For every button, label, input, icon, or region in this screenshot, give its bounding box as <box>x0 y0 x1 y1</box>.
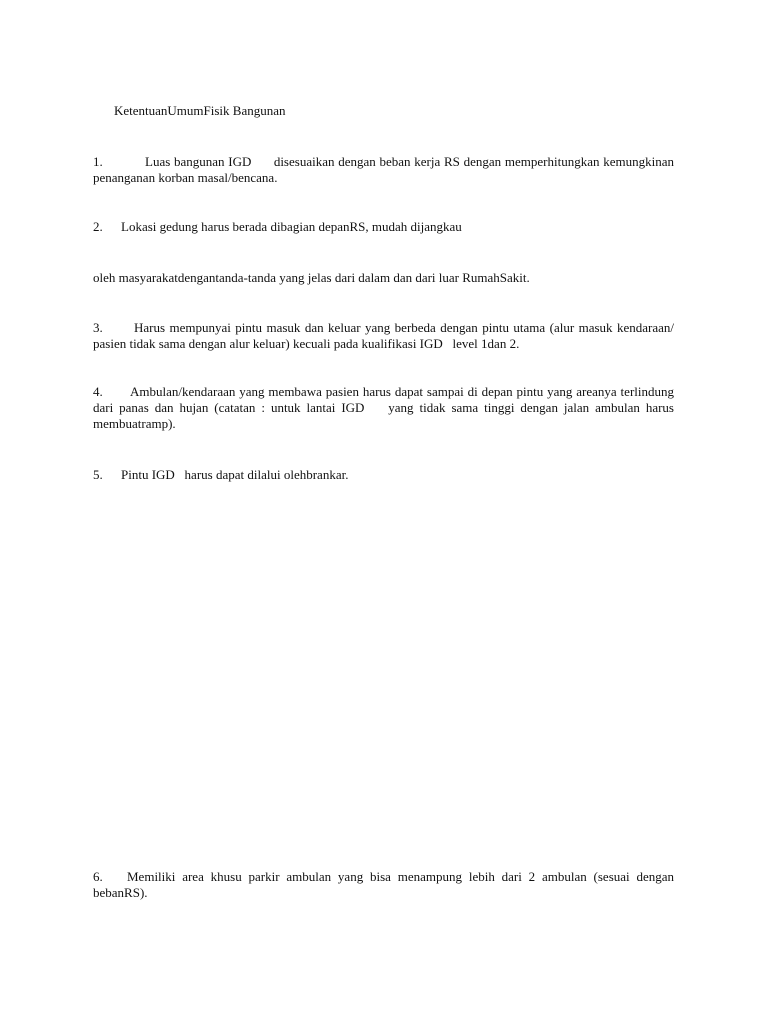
list-item-4 <box>93 384 678 432</box>
item-text: Luas bangunan IGD disesuaikan dengan beban kerja RS dengan memperhitungkan kemungkinan penanganan korban masal/bencana. <box>93 154 678 185</box>
item-text: Memiliki area khusu parkir ambulan yang bisa menampung lebih dari 2 ambulan (sesuai dengan bebanRS). <box>93 869 674 900</box>
list-item-1 <box>93 154 678 186</box>
item-number: 3. <box>93 320 103 335</box>
item-text: Ambulan/kendaraan yang membawa pasien harus dapat sampai di depan pintu yang areanya terlindung dari panas dan hujan (catatan : untuk lantai IGD yang tidak sama tinggi dengan jalan ambulan harus membuatramp). <box>93 384 678 431</box>
item-text: Pintu IGD harus dapat dilalui olehbrankar. <box>121 467 349 482</box>
item-text: oleh masyarakatdengantanda-tanda yang jelas dari dalam dan dari luar RumahSakit. <box>93 270 530 285</box>
item-text: Lokasi gedung harus berada dibagian depanRS, mudah dijangkau <box>121 219 462 234</box>
list-item-2-continuation <box>93 270 674 286</box>
item-number: 1. <box>93 154 103 169</box>
item-number: 6. <box>93 869 103 884</box>
list-item-6 <box>93 869 674 901</box>
item-number: 4. <box>93 384 103 399</box>
item-number: 5. <box>93 467 103 482</box>
list-item-5 <box>93 467 674 483</box>
document-title: KetentuanUmumFisik Bangunan <box>114 103 286 118</box>
item-text: Harus mempunyai pintu masuk dan keluar yang berbeda dengan pintu utama (alur masuk kendaraan/ pasien tidak sama dengan alur keluar) kecuali pada kualifikasi IGD level 1dan 2. <box>93 320 678 351</box>
item-number: 2. <box>93 219 103 234</box>
list-item-2 <box>93 219 674 235</box>
list-item-3 <box>93 320 678 352</box>
